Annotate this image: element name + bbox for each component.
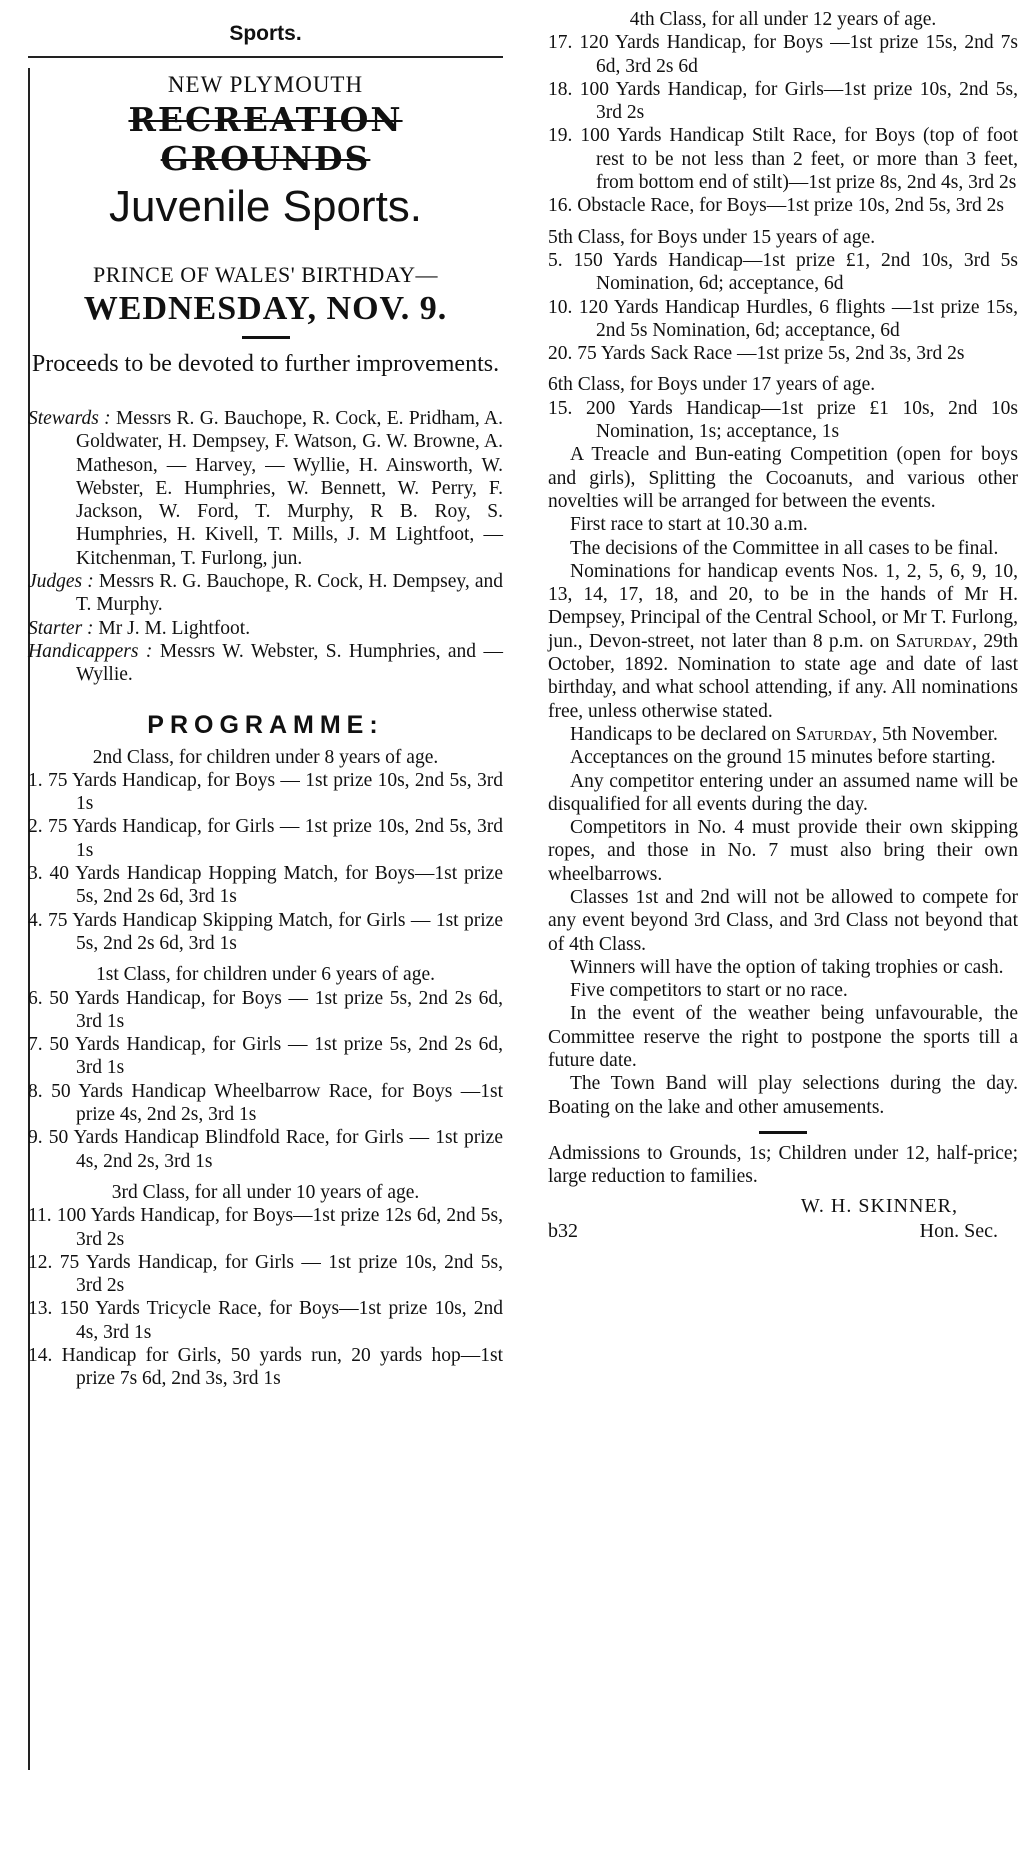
class-heading: 1st Class, for children under 6 years of age. bbox=[96, 964, 435, 986]
starter-name: Mr J. M. Lightfoot. bbox=[98, 617, 251, 639]
event-item: 4. 75 Yards Handicap Skipping Match, for Girls — 1st prize 5s, 2nd 2s 6d, 3rd 1s bbox=[28, 909, 503, 954]
judges-list bbox=[28, 570, 503, 617]
event-item: 10. 120 Yards Handicap Hurdles, 6 flights —1st prize 15s, 2nd 5s Nomination, 6d; acceptance, 6d bbox=[548, 296, 1018, 341]
handicaps-paragraph bbox=[548, 723, 1018, 746]
admissions-note: Admissions to Grounds, 1s; Children under 12, half-price; large reduction to families. bbox=[548, 1142, 1018, 1188]
handicaps-date: 5th November. bbox=[882, 723, 998, 745]
notice-paragraph: Classes 1st and 2nd will not be allowed to compete for any event beyond 3rd Class, and 3rd Class not beyond that of 4th Class. bbox=[548, 886, 1018, 955]
notice-paragraph: A Treacle and Bun-eating Competition (open for boys and girls), Splitting the Cocoanuts, and various other novelties will be arranged for between the events. bbox=[548, 444, 1018, 512]
footer-line bbox=[548, 1220, 1018, 1243]
subtitle: Proceeds to be devoted to further improvements. bbox=[31, 351, 500, 377]
class-heading: 4th Class, for all under 12 years of age. bbox=[629, 9, 937, 30]
event-item: 12. 75 Yards Handicap, for Girls — 1st prize 10s, 2nd 5s, 3rd 2s bbox=[28, 1251, 503, 1297]
event-item: 11. 100 Yards Handicap, for Boys—1st prize 12s 6d, 2nd 5s, 3rd 2s bbox=[28, 1205, 503, 1250]
left-column bbox=[28, 0, 503, 1391]
ad-code: b32 bbox=[548, 1219, 578, 1242]
starter-label: Starter : bbox=[28, 617, 94, 639]
title-event: Juvenile Sports. bbox=[108, 182, 423, 231]
stewards-label: Stewards : bbox=[28, 408, 111, 429]
divider bbox=[759, 1131, 807, 1134]
handicaps-day: Saturday, bbox=[795, 723, 878, 745]
signature: W. H. SKINNER, bbox=[800, 1194, 958, 1217]
nominations-text: Nominations for handicap events Nos. 1, 2, 5, 6, 9, 10, 13, 14, 17, 18, and 20, to be in the hands of Mr H. Dempsey, Principal of the Central School, or Mr T. Furlong, jun., Devon-street, not later than 8 p.m. on bbox=[548, 560, 1018, 652]
judges-names: Messrs R. G. Bauchope, R. Cock, H. Dempsey, and T. Murphy. bbox=[76, 571, 504, 616]
event-item: 7. 50 Yards Handicap, for Girls — 1st prize 5s, 2nd 2s 6d, 3rd 1s bbox=[28, 1034, 503, 1079]
starter-line bbox=[28, 617, 503, 640]
notice-paragraph: The decisions of the Committee in all cases to be final. bbox=[570, 537, 999, 559]
title-occasion: PRINCE OF WALES' BIRTHDAY— bbox=[92, 262, 439, 287]
event-item: 9. 50 Yards Handicap Blindfold Race, for Girls — 1st prize 4s, 2nd 2s, 3rd 1s bbox=[28, 1127, 503, 1172]
nominations-day: Saturday, bbox=[895, 630, 978, 652]
handicappers-list bbox=[28, 640, 503, 687]
class-heading: 2nd Class, for children under 8 years of age. bbox=[92, 746, 439, 768]
event-item: 6. 50 Yards Handicap, for Boys — 1st prize 5s, 2nd 2s 6d, 3rd 1s bbox=[28, 987, 503, 1032]
event-item: 19. 100 Yards Handicap Stilt Race, for Boys (top of foot rest to be not less than 2 feet, or more than 3 feet, from bottom end of stilt)—1st prize 8s, 2nd 4s, 3rd 2s bbox=[548, 125, 1018, 194]
title-location: NEW PLYMOUTH bbox=[167, 72, 364, 97]
event-item: 14. Handicap for Girls, 50 yards run, 20 yards hop—1st prize 7s 6d, 2nd 3s, 3rd 1s bbox=[28, 1344, 503, 1390]
event-item: 3. 40 Yards Handicap Hopping Match, for Boys—1st prize 5s, 2nd 2s 6d, 3rd 1s bbox=[28, 863, 503, 908]
event-item: 20. 75 Yards Sack Race —1st prize 5s, 2nd 3s, 3rd 2s bbox=[548, 343, 965, 365]
title-date: WEDNESDAY, NOV. 9. bbox=[83, 290, 448, 327]
class-heading: 6th Class, for Boys under 17 years of age. bbox=[548, 374, 876, 396]
notice-paragraph: Acceptances on the ground 15 minutes before starting. bbox=[570, 747, 996, 769]
nominations-paragraph bbox=[548, 560, 1018, 723]
judges-label: Judges : bbox=[28, 571, 94, 593]
right-column bbox=[548, 0, 1018, 1243]
notice-paragraph: First race to start at 10.30 a.m. bbox=[570, 514, 808, 536]
notice-paragraph: The Town Band will play selections during the day. Boating on the lake and other amusements. bbox=[548, 1073, 1018, 1118]
notice-paragraph: Five competitors to start or no race. bbox=[570, 980, 848, 1002]
event-item: 5. 150 Yards Handicap—1st prize £1, 2nd 10s, 3rd 5s Nomination, 6d; acceptance, 6d bbox=[548, 249, 1018, 295]
event-item: 2. 75 Yards Handicap, for Girls — 1st prize 10s, 2nd 5s, 3rd 1s bbox=[28, 816, 503, 861]
event-item: 1. 75 Yards Handicap, for Boys — 1st prize 10s, 2nd 5s, 3rd 1s bbox=[28, 769, 503, 815]
handicappers-names: Messrs W. Webster, S. Humphries, and — Wyllie. bbox=[76, 640, 504, 686]
handicaps-text: Handicaps to be declared on bbox=[570, 723, 791, 745]
event-item: 18. 100 Yards Handicap, for Girls—1st prize 10s, 2nd 5s, 3rd 2s bbox=[548, 78, 1018, 124]
notice-paragraph: Winners will have the option of taking trophies or cash. bbox=[570, 956, 1004, 978]
divider bbox=[242, 336, 290, 339]
class-heading: 5th Class, for Boys under 15 years of age. bbox=[548, 226, 876, 248]
stewards-names: Messrs R. G. Bauchope, R. Cock, E. Pridham, A. Goldwater, H. Dempsey, F. Watson, G. W. Browne, A. Matheson, — Harvey, — Wyllie, H. Ainsworth, W. Webster, E. Humphries, W. Bennett, W. Perry, F. Jackson, W. Ford, T. Murphy, R B. Roy, S. Humphries, H. Kivell, T. Mills, J. M Lightfoot, — Kitchenman, T. Furlong, jun. bbox=[76, 408, 504, 569]
handicappers-label: Handicappers : bbox=[28, 640, 153, 662]
event-item: 8. 50 Yards Handicap Wheelbarrow Race, for Boys —1st prize 4s, 2nd 2s, 3rd 1s bbox=[28, 1080, 503, 1126]
stewards-list bbox=[28, 407, 503, 570]
event-item: 15. 200 Yards Handicap—1st prize £1 10s, 2nd 10s Nomination, 1s; acceptance, 1s bbox=[548, 397, 1018, 443]
notice-paragraph: In the event of the weather being unfavourable, the Committee reserve the right to postpone the sports till a future date. bbox=[548, 1003, 1018, 1072]
notice-paragraph: Competitors in No. 4 must provide their own skipping ropes, and those in No. 7 must also bring their own wheelbarrows. bbox=[548, 817, 1018, 885]
nominations-text-end: 29th October, 1892. Nomination to state age and date of last birthday, and what school attending, if any. All nominations free, unless otherwise stated. bbox=[548, 630, 1019, 722]
event-item: 16. Obstacle Race, for Boys—1st prize 10s, 2nd 5s, 3rd 2s bbox=[548, 195, 1005, 217]
event-item: 17. 120 Yards Handicap, for Boys —1st prize 15s, 2nd 7s 6d, 3rd 2s 6d bbox=[548, 32, 1018, 77]
section-heading: Sports. bbox=[28, 0, 503, 58]
notice-paragraph: Any competitor entering under an assumed name will be disqualified for all events during the day. bbox=[548, 770, 1018, 815]
title-grounds: RECREATION GROUNDS bbox=[128, 100, 403, 178]
programme-heading: PROGRAMME: bbox=[147, 710, 384, 739]
signature-role: Hon. Sec. bbox=[919, 1219, 998, 1242]
event-item: 13. 150 Yards Tricycle Race, for Boys—1st prize 10s, 2nd 4s, 3rd 1s bbox=[28, 1298, 503, 1343]
class-heading: 3rd Class, for all under 10 years of age. bbox=[111, 1181, 420, 1203]
